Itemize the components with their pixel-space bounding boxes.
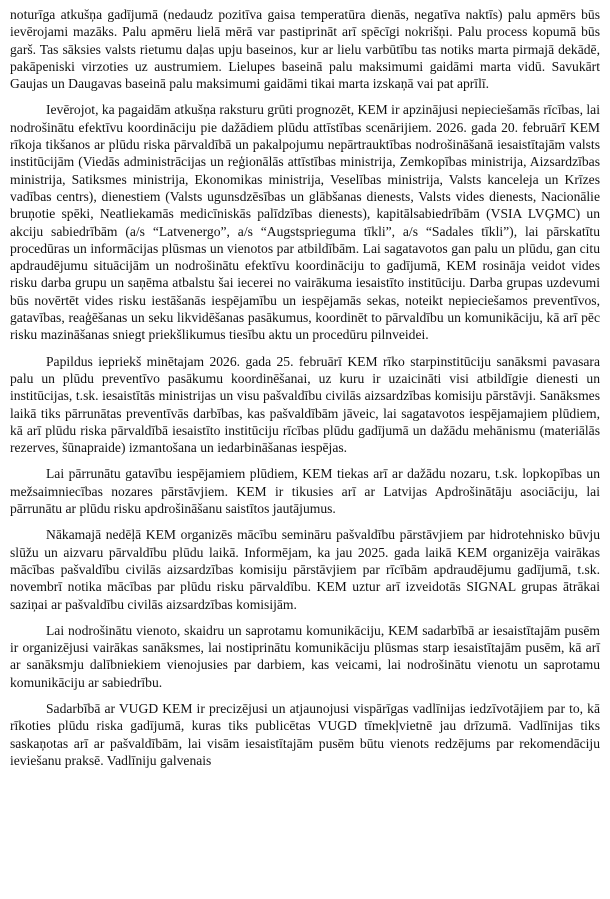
paragraph-kem-coordination: Ievērojot, ka pagaidām atkušņa raksturu grūti prognozēt, KEM ir apzinājusi nepieciešamās rīcības, lai nodrošinātu efektīvu koordināciju pie dažādiem plūdu attīstības scenārijiem. 2026. gada 20. februārī KEM rīkoja tikšanos ar plūdu riska pārvaldībā un pakalpojumu nepārtrauktības nodrošināšanā iesaistītajām valsts institūcijām (Viedās administrācijas un reģionālās attīstības ministrija, Zemkopības ministrija, Aizsardzības ministrija, Satiksmes ministrija, Ekonomikas ministrija, Veselības ministrija, Valsts kanceleja un Krīzes vadības centrs), dienestiem (Valsts ugunsdzēsības un glābšanas dienests, Valsts vides dienests, Nacionālie bruņotie spēki, Neatliekamās medicīniskās palīdzības dienests), kapitālsabiedrībām (VSIA LVĢMC) un akciju sabiedrībām (a/s “Latvenergo”, a/s “Augstsprieguma tīkli”, a/s “Sadales tīkli”), lai pārskatītu procedūras un informācijas plūsmas un vienotos par atbildībām. Lai sagatavotos gan palu un plūdu, gan citu apdraudējumu situācijām un nodrošinātu efektīvu koordināciju to gadījumā, KEM rosināja veidot vides risku darba grupu un saņēma atbalstu šai iecerei no vairākuma iesaistīto institūciju. Darba grupas uzdevumi būs novērtēt vides risku iestāšanās iespējamību un iespējamās sekas, noteikt nepieciešamos preventīvos, gatavības, reaģēšanas un seku likvidēšanas pasākumus, koordinēt to pārvaldību un komunikāciju, kā arī pēc risku mazināšanas sniegt priekšlikumus tiesību aktu un procedūru pilnveidei. (10, 102, 600, 343)
paragraph-flood-forecast: noturīga atkušņa gadījumā (nedaudz pozitīva gaisa temperatūra dienās, negatīva naktīs) palu apmērs būs ievērojami mazāks. Palu apmēru lielā mērā var pastiprināt arī spēcīgi nokrišņi. Palu process kopumā būs garš. Tas sāksies valsts rietumu daļas upju baseinos, kur ar lielu varbūtību tas notiks marta pirmajā dekādē, pakāpeniski virzoties uz austrumiem. Lielupes baseinā palu maksimumi gaidāmi marta vidū. Savukārt Gaujas un Daugavas baseinā palu maksimumi gaidāmi tikai marta izskaņā vai pat aprīlī. (10, 7, 600, 92)
paragraph-guidelines: Sadarbībā ar VUGD KEM ir precizējusi un atjaunojusi vispārīgas vadlīnijas iedzīvotājiem par to, kā rīkoties plūdu riska gadījumā, kuras tiks publicētas VUGD tīmekļvietnē jau drīzumā. Vadlīnijas tiks saskaņotas arī ar pašvaldībām, lai visām iesaistītajām pusēm būtu vienots redzējums par rekomendāciju ieviešanu praksē. Vadlīniju galvenais (10, 700, 600, 768)
paragraph-training-seminar: Nākamajā nedēļā KEM organizēs mācību semināru pašvaldību pārstāvjiem par hidrotehnisko būvju slūžu un aizvaru pārvaldību plūdu laikā. Informējam, ka jau 2025. gada laikā KEM organizēja vairākas mācības pašvaldību civilās aizsardzības komisiju pārstāvjiem par rīcībām apdraudējumu gadījumā, t.sk. novembrī notika mācības par plūdu risku pārvaldību. KEM uztur arī izveidotās SIGNAL grupas ātrākai saziņai ar pašvaldību civilās aizsardzības komisijām. (10, 527, 600, 612)
paragraph-communication: Lai nodrošinātu vienoto, skaidru un saprotamu komunikāciju, KEM sadarbībā ar iesaistītajām pusēm ir organizējusi vairākas sanāksmes, lai nostiprinātu komunikāciju plūsmas starp iesaistītajām pusēm, kā arī ar sanāksmju dalībniekiem vienojusies par darbiem, kas veicami, lai nodrošinātu vienotu un saprotamu komunikāciju ar sabiedrību. (10, 622, 600, 690)
document-page (10, 6, 600, 778)
paragraph-interinstitutional-meeting: Papildus iepriekš minētajam 2026. gada 25. februārī KEM rīko starpinstitūciju sanāksmi pavasara palu un plūdu preventīvo pasākumu koordinēšanai, uz kuru ir uzaicināti visi atbildīgie dienesti un institūcijas, t.sk. iesaistītās ministrijas un visu pašvaldību civilās aizsardzības komisiju pārstāvji. Sanāksmes laikā tiks pārrunātas preventīvās darbības, kas pašvaldībām jāveic, lai sagatavotos iespējamajiem plūdiem, kā arī plūdu riska pārvaldībā iesaistīto institūciju rīcības plūdu gadījumā un dažādu mehānismu (materiālās rezerves, šūnapraide) izmantošana un iedarbināšanas iespējas. (10, 353, 600, 456)
paragraph-sector-meetings: Lai pārrunātu gatavību iespējamiem plūdiem, KEM tiekas arī ar dažādu nozaru, t.sk. lopkopības un mežsaimniecības nozares pārstāvjiem. KEM ir tikusies arī ar Latvijas Apdrošinātāju asociāciju, lai pārrunātu ar plūdu risku apdrošināšanu saistītos jautājumus. (10, 466, 600, 517)
